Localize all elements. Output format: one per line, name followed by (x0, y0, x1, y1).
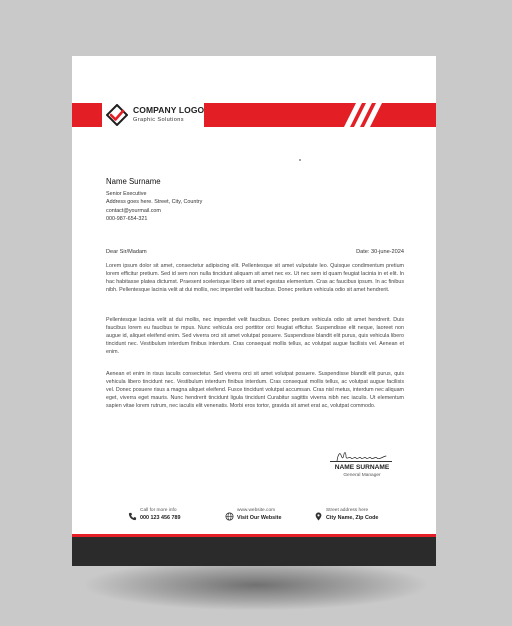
recipient-address: Address goes here. Street, City, Country (106, 199, 203, 206)
contact-website-url: www.website.com (237, 508, 276, 513)
contact-phone-label: Call for more info (140, 508, 177, 513)
signature-line (330, 461, 392, 462)
letterhead-page (72, 56, 436, 566)
header-red-band-left (72, 103, 102, 127)
decorative-dot (299, 159, 301, 161)
letter-date: Date: 30-june-2024 (356, 249, 404, 255)
header-red-band-right (204, 103, 436, 127)
recipient-name: Name Surname (106, 177, 161, 186)
recipient-phone: 000-987-654-321 (106, 216, 148, 223)
footer-dark-band (72, 537, 436, 566)
contact-website-cta: Visit Our Website (237, 515, 282, 521)
globe-icon (225, 512, 234, 521)
contact-city: City Name, Zip Code (326, 515, 379, 521)
signatory-name: NAME SURNAME (334, 464, 390, 471)
contact-website (225, 508, 305, 526)
company-tagline: Graphic Solutions (133, 117, 184, 123)
signatory-role: General Manager (343, 473, 381, 478)
header-stripes-decoration (332, 103, 396, 127)
contact-phone (128, 508, 208, 526)
contact-street: Street address here (326, 508, 369, 513)
body-paragraph-2: Pellentesque lacinia velit at dui mollis, nec imperdiet velit faucibus. Donec pretium vehicula odio sit amet hendrerit. Duis faucibus lorem eu faucibus te mpus. Nunc vehicula orci porttitor orci feugiat efficitur. Suspendisse elit neque, laoreet non augue id, aliquet eleifend enim. Sed viverra orci sit amet volutpat posuere. Suspendisse blandit elit purus, quis vehicula libero tincidunt nec. Vestibulum interdum finibus interdum. Cras consequat mollis tellus, ac volutpat augue facilisis vel. Aenean et enim. (106, 317, 404, 356)
location-pin-icon (314, 512, 323, 521)
checkmark-logo-icon (106, 104, 128, 126)
phone-icon (128, 512, 137, 521)
recipient-title: Senior Executive (106, 191, 147, 197)
recipient-block (106, 177, 306, 224)
body-paragraph-1: Lorem ipsum dolor sit amet, consectetur adipiscing elit. Pellentesque sit amet vulputate leo. Quisque condimentum pretium lorem efficitur pretium. Sed id sem non nulla tincidunt aliquam sit amet nec ex. Ut nec sem id quam feugiat lacinia in et elit. In hac habitasse platea dictumst. Praesent scelerisque libero sit amet egestas elementum. Cras ac faucibus ipsum. In ac finibus nibh. Pellentesque lacinia velit at dui mollis, nec imperdiet velit faucibus. Donec pretium vehicula odio sit amet hendrerit. (106, 263, 404, 294)
recipient-email: contact@yourmail.com (106, 207, 161, 214)
salutation: Dear Sir/Madam (106, 249, 147, 255)
contact-phone-value: 000 123 456 789 (140, 515, 181, 521)
page-shadow (86, 560, 426, 610)
body-paragraph-3: Aenean et enim in risus iaculis consectetur. Sed viverra orci sit amet volutpat posuere. Suspendisse blandit elit purus, quis vehicula libero tincidunt nec. Vestibulum interdum finibus interdum. Cras consequat mollis tellus, ac volutpat augue facilisis vel. Donec posuere risus a magna aliquet eleifend. Fusce tincidunt volutpat accumsan. Cras nisl metus, interdum nec aliquam eget, viverra eget mauris. Nunc hendrerit tincidunt ligula tincidunt Curabitur sagittis viverra nibh nec iaculis. Ut elementum sapien vitae lorem rutrum, nec iaculis elit venenatis. Morbi eros tortor, gravida sit amet erat ac, volutpat commodo. (106, 371, 404, 410)
company-name: COMPANY LOGO (133, 105, 205, 115)
contact-address (314, 508, 404, 526)
